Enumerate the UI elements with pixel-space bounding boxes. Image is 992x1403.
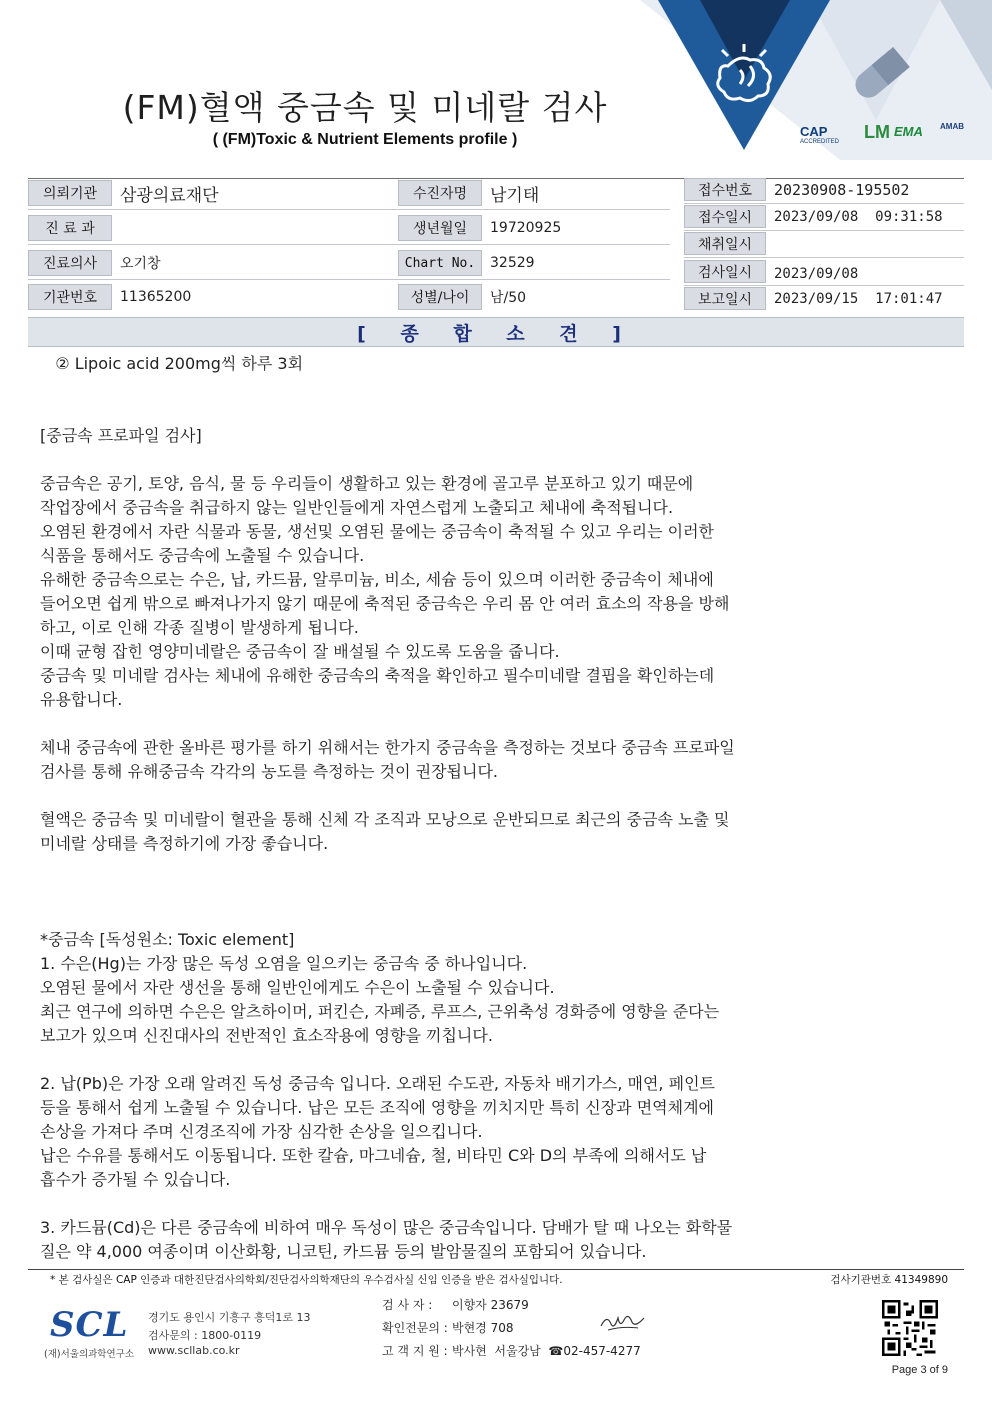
certification-logos	[800, 122, 970, 152]
scl-logo: SCL	[50, 1305, 129, 1345]
institution-number-value: 11365200	[120, 289, 192, 305]
cap-logo: CAP	[800, 124, 828, 139]
institution-value: 삼광의료재단	[120, 185, 219, 206]
organization-address: 경기도 용인시 기흥구 흥덕1로 13	[148, 1311, 311, 1324]
birth-date-value: 19720925	[490, 220, 562, 236]
ema-logo: EMA	[894, 124, 923, 139]
report-date-value: 2023/09/15 17:01:47	[774, 290, 943, 307]
body-line	[40, 448, 940, 472]
support-value: 박사현 서울강남 ☎02-457-4277	[452, 1344, 641, 1358]
summary-heading: [ 종 합 소 견 ]	[357, 322, 635, 345]
signature-image	[598, 1310, 648, 1334]
body-line	[40, 856, 940, 880]
report-subtitle: ( (FM)Toxic & Nutrient Elements profile )	[212, 131, 518, 148]
certification-note: * 본 검사실은 CAP 인증과 대한진단검사의학회/진단검사의학재단의 우수검사실 신임 인증을 받은 검사실입니다.	[50, 1274, 563, 1286]
body-line: 질은 약 4,000 여종이며 이산화황, 니코틴, 카드뮴 등의 발암물질의 포함되어 있습니다.	[40, 1242, 647, 1261]
institution-number-label: 기관번호	[28, 284, 112, 310]
footer-rule	[28, 1269, 964, 1270]
report-date-label: 보고일시	[684, 287, 766, 310]
row-divider	[684, 203, 964, 204]
body-line: 체내 중금속에 관한 올바른 평가를 하기 위해서는 한가지 중금속을 측정하는 것보다 중금속 프로파일	[40, 738, 735, 757]
chart-number-label: Chart No.	[398, 250, 482, 276]
row-divider	[28, 279, 670, 280]
body-line: 이때 균형 잡힌 영양미네랄은 중금속이 잘 배설될 수 있도록 도움을 줍니다.	[40, 642, 560, 661]
body-line: 오염된 물에서 자란 생선을 통해 일반인에게도 수은이 노출될 수 있습니다.	[40, 978, 555, 997]
cap-accredited-text: ACCREDITED	[800, 139, 840, 145]
examiner-value: 이향자 23679	[452, 1298, 529, 1312]
body-line: 유용합니다.	[40, 690, 123, 709]
body-line: [중금속 프로파일 검사]	[40, 426, 202, 445]
body-line: 손상을 가져다 주며 신경조직에 가장 심각한 손상을 일으킵니다.	[40, 1122, 483, 1141]
body-line: ② Lipoic acid 200mg씩 하루 3회	[40, 354, 304, 373]
body-line	[40, 400, 940, 424]
body-line: 보고가 있으며 신진대사의 전반적인 효소작용에 영향을 끼칩니다.	[40, 1026, 493, 1045]
website-link[interactable]: www.scllab.co.kr	[148, 1344, 240, 1357]
collection-date-value	[768, 232, 964, 255]
department-label: 진 료 과	[28, 215, 112, 241]
opinion-body	[40, 352, 940, 1264]
body-line	[40, 712, 940, 736]
row-divider	[684, 257, 964, 258]
lab-number: 검사기관번호 41349890	[830, 1274, 948, 1286]
examiner-label: 검 사 자 :	[382, 1298, 433, 1312]
patient-name-value: 남기태	[490, 185, 540, 206]
body-line	[40, 784, 940, 808]
body-line	[40, 1192, 940, 1216]
row-divider	[684, 230, 964, 231]
body-line: 오염된 환경에서 자란 식물과 동물, 생선및 오염된 물에는 중금속이 축적될 수 있고 우리는 이러한	[40, 522, 714, 541]
test-date-value: 2023/09/08	[774, 265, 859, 282]
row-divider	[28, 244, 670, 245]
body-line: 중금속 및 미네랄 검사는 체내에 유해한 중금속의 축적을 확인하고 필수미네랄 결핍을 확인하는데	[40, 666, 715, 685]
doctor-value: 오기창	[120, 256, 161, 272]
body-line: *중금속 [독성원소: Toxic element]	[40, 930, 295, 949]
summary-heading-bar	[28, 317, 964, 347]
organization-address-block	[148, 1309, 311, 1345]
body-line: 등을 통해서 쉽게 노출될 수 있습니다. 납은 모든 조직에 영향을 끼치지만 특히 신장과 면역체계에	[40, 1098, 714, 1117]
body-line: 식품을 통해서도 중금속에 노출될 수 있습니다.	[40, 546, 365, 565]
body-line: 유해한 중금속으로는 수은, 납, 카드뮴, 알루미늄, 비소, 세슘 등이 있으며 이러한 중금속이 체내에	[40, 570, 714, 589]
department-value	[114, 215, 394, 241]
body-line: 하고, 이로 인해 각종 질병이 발생하게 됩니다.	[40, 618, 359, 637]
body-line: 흡수가 증가될 수 있습니다.	[40, 1170, 231, 1189]
body-line: 미네랄 상태를 측정하기에 가장 좋습니다.	[40, 834, 329, 853]
body-line	[40, 376, 940, 400]
collection-date-label: 채취일시	[684, 232, 766, 255]
test-date-label: 검사일시	[684, 260, 766, 283]
body-line: 최근 연구에 의하면 수은은 알츠하이머, 퍼킨슨, 자폐증, 루프스, 근위축성 경화증에 영향을 준다는	[40, 1002, 720, 1021]
institution-label: 의뢰기관	[28, 180, 112, 206]
body-line	[40, 904, 940, 928]
body-line: 2. 납(Pb)은 가장 오래 알려진 독성 중금속 입니다. 오래된 수도관, 자동차 배기가스, 매연, 페인트	[40, 1074, 715, 1093]
sex-age-label: 성별/나이	[398, 284, 482, 310]
body-line: 3. 카드뮴(Cd)은 다른 중금속에 비하여 매우 독성이 많은 중금속입니다. 담배가 탈 때 나오는 화학물	[40, 1218, 733, 1237]
receipt-number-value: 20230908-195502	[774, 180, 910, 199]
support-label: 고 객 지 원 :	[382, 1344, 448, 1358]
doctor-label: 진료의사	[28, 250, 112, 276]
organization-name: (재)서울의과학연구소	[44, 1349, 135, 1360]
page-number: Page 3 of 9	[891, 1364, 948, 1376]
patient-name-label: 수진자명	[398, 180, 482, 206]
receipt-date-value: 2023/09/08 09:31:58	[774, 208, 943, 225]
chart-number-value: 32529	[490, 255, 535, 271]
body-line: 들어오면 쉽게 밖으로 빠져나가지 않기 때문에 축적된 중금속은 우리 몸 안 여러 효소의 작용을 방해	[40, 594, 730, 613]
row-divider	[28, 209, 670, 210]
receipt-date-label: 접수일시	[684, 205, 766, 228]
body-line: 1. 수은(Hg)는 가장 많은 독성 오염을 일으키는 중금속 중 하나입니다.	[40, 954, 528, 973]
sex-age-value: 남/50	[490, 290, 527, 306]
body-line: 혈액은 중금속 및 미네랄이 혈관을 통해 신체 각 조직과 모낭으로 운반되므로 최근의 중금속 노출 및	[40, 810, 730, 829]
birth-date-label: 생년월일	[398, 215, 482, 241]
lm-logo: LM	[864, 122, 890, 142]
body-line	[40, 880, 940, 904]
body-line: 중금속은 공기, 토양, 음식, 물 등 우리들이 생활하고 있는 환경에 골고루 분포하고 있기 때문에	[40, 474, 694, 493]
amab-logo: AMAB	[940, 122, 964, 131]
qr-code-image[interactable]	[882, 1300, 938, 1356]
body-line: 작업장에서 중금속을 취급하지 않는 일반인들에게 자연스럽게 노출되고 체내에 축적됩니다.	[40, 498, 674, 517]
inquiry-phone: 검사문의 : 1800-0119	[148, 1329, 262, 1342]
body-line: 납은 수유를 통해서도 이동됩니다. 또한 칼슘, 마그네슘, 철, 비타민 C와 D의 부족에 의해서도 납	[40, 1146, 707, 1165]
specialist-value: 박현경 708	[452, 1321, 514, 1335]
row-divider	[684, 285, 964, 286]
body-line	[40, 1048, 940, 1072]
specialist-label: 확인전문의 :	[382, 1321, 448, 1335]
report-title: (FM)혈액 중금속 및 미네랄 검사	[122, 88, 608, 127]
receipt-number-label: 접수번호	[684, 178, 766, 201]
body-line: 검사를 통해 유해중금속 각각의 농도를 측정하는 것이 권장됩니다.	[40, 762, 499, 781]
